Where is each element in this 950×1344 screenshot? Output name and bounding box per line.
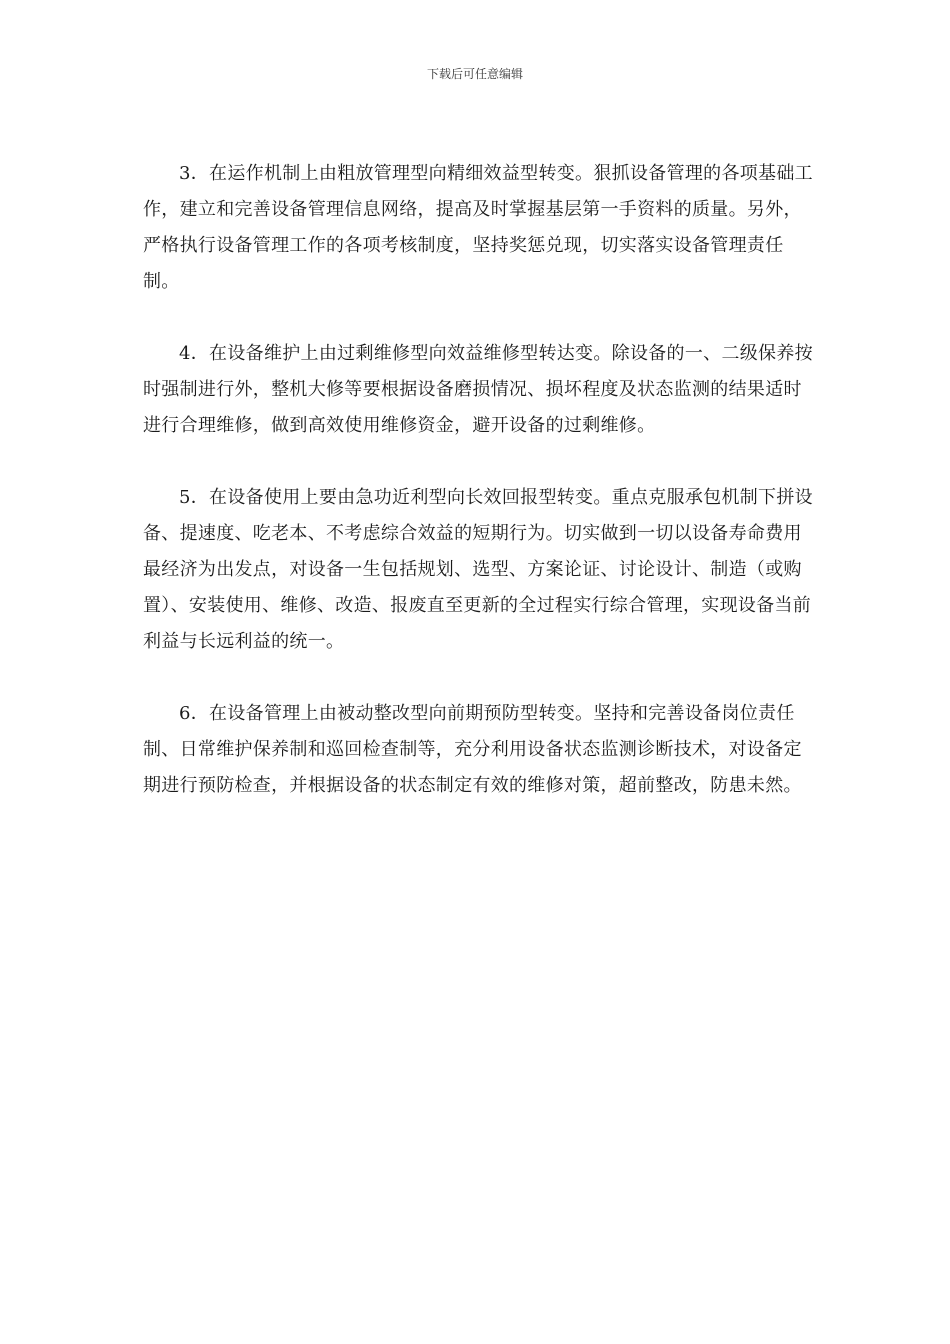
paragraph-text: 5．在设备使用上要由急功近利型向长效回报型转变。重点克服承包机制下拼设备、提速度、吃老本、不考虑综合效益的短期行为。切实做到一切以设备寿命费用最经济为出发点，对设备一生包括规划、选型、方案论证、讨论设计、制造（或购置）、安装使用、维修、改造、报废直至更新的全过程实行综合管理，实现设备当前利益与长远利益的统一。: [143, 487, 813, 652]
paragraph-4: [143, 336, 813, 444]
page-header: 下载后可任意编辑: [426, 67, 523, 81]
paragraph-5: [143, 480, 813, 660]
document-body: [143, 156, 813, 840]
paragraph-text: 6．在设备管理上由被动整改型向前期预防型转变。坚持和完善设备岗位责任制、日常维护保养制和巡回检查制等，充分利用设备状态监测诊断技术，对设备定期进行预防检查，并根据设备的状态制定有效的维修对策，超前整改，防患未然。: [143, 703, 802, 796]
paragraph-6: [143, 696, 813, 804]
paragraph-text: 4．在设备维护上由过剩维修型向效益维修型转达变。除设备的一、二级保养按时强制进行外，整机大修等要根据设备磨损情况、损坏程度及状态监测的结果适时进行合理维修，做到高效使用维修资金，避开设备的过剩维修。: [143, 343, 813, 436]
paragraph-text: 3．在运作机制上由粗放管理型向精细效益型转变。狠抓设备管理的各项基础工作，建立和完善设备管理信息网络，提高及时掌握基层第一手资料的质量。另外，严格执行设备管理工作的各项考核制度，坚持奖惩兑现，切实落实设备管理责任制。: [143, 163, 813, 292]
paragraph-3: [143, 156, 813, 300]
